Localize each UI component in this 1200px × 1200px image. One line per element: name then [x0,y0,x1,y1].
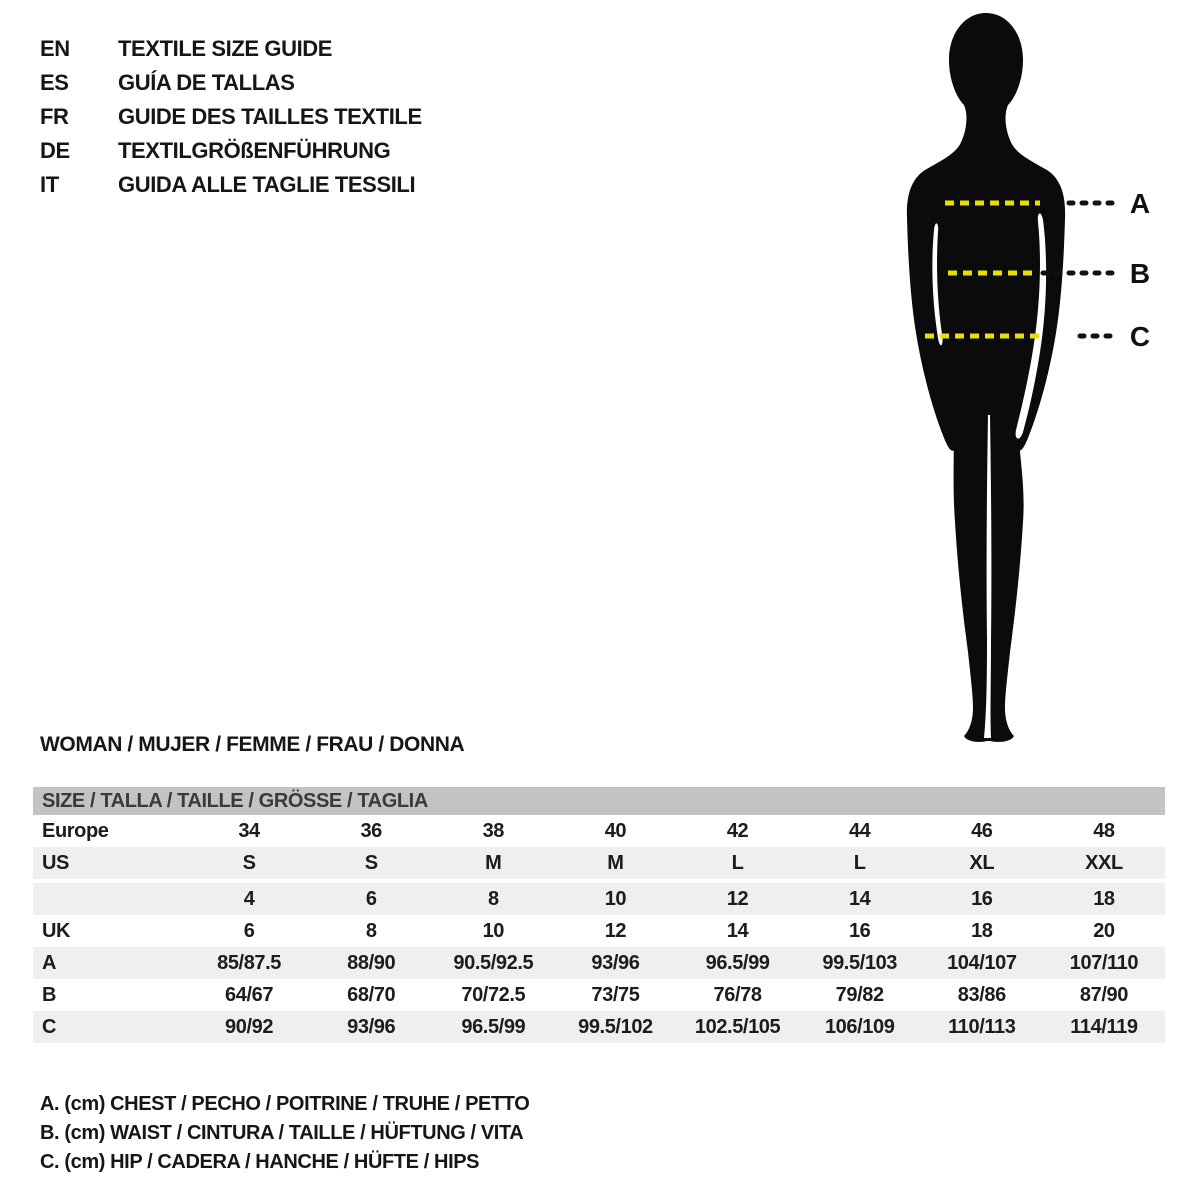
language-code: FR [40,104,69,129]
size-cell: 99.5/102 [578,1015,653,1038]
row-label: UK [42,919,71,942]
size-cell: S [364,851,378,874]
size-cell: 83/86 [957,983,1006,1006]
size-cell: 12 [604,919,627,942]
table-row [33,881,1165,915]
size-cell: 110/113 [948,1015,1016,1038]
marker-label-hip: C [1129,321,1151,352]
size-cell: 10 [482,919,505,942]
size-cell: 85/87.5 [217,951,282,974]
language-row-de [40,134,422,168]
size-cell: 4 [188,881,310,915]
size-cell: 106/109 [824,1015,895,1038]
size-cell: 16 [848,919,871,942]
size-cell: 48 [1093,819,1115,842]
size-cell: 90.5/92.5 [453,951,534,974]
section-title-woman: WOMAN / MUJER / FEMME / FRAU / DONNA [40,733,465,756]
table-row [33,1011,1165,1043]
size-cell: 36 [360,819,382,842]
size-cell: 6 [243,919,255,942]
size-cell: 88/90 [347,951,396,974]
size-cell: 6 [310,881,432,915]
guide-title: GUIDE DES TAILLES TEXTILE [118,104,422,129]
size-cell: 73/75 [591,983,640,1006]
row-label: C [42,1015,57,1038]
size-cell: 42 [726,819,749,842]
language-code: ES [40,70,69,95]
size-cell: 107/110 [1069,951,1139,974]
size-cell: 76/78 [713,983,762,1006]
measurement-legend [40,1090,529,1177]
size-cell: M [607,851,624,874]
size-cell: L [731,851,744,874]
size-cell: 102.5/105 [694,1015,781,1038]
size-table-body [33,815,1165,1043]
language-row-es [40,66,422,100]
size-cell: 90/92 [225,1015,274,1038]
table-row [33,847,1165,881]
size-table [33,787,1165,1043]
language-title-list [40,32,422,202]
language-row-fr [40,100,422,134]
size-cell: 99.5/103 [822,951,898,974]
size-cell: 38 [482,819,505,842]
language-row-it [40,168,422,202]
size-cell: 46 [971,819,993,842]
size-cell: 8 [432,881,554,915]
size-cell: 68/70 [347,983,396,1006]
size-cell: L [853,851,866,874]
size-cell: 93/96 [591,951,640,974]
row-label: A [42,951,57,974]
marker-label-chest: A [1129,188,1151,219]
size-cell: M [485,851,502,874]
table-row [33,815,1165,847]
language-code: IT [40,172,59,197]
row-label: Europe [42,819,109,842]
size-cell: 44 [848,819,871,842]
row-label: US [42,851,69,874]
size-cell: 104/107 [947,951,1017,974]
size-cell: 14 [726,919,749,942]
row-label: B [42,983,57,1006]
row-label [33,881,188,915]
legend-line-waist: B. (cm) WAIST / CINTURA / TAILLE / HÜFTUNG / VITA [40,1122,524,1144]
table-row [33,979,1165,1011]
size-cell: 70/72.5 [461,983,526,1006]
guide-title: GUIDA ALLE TAGLIE TESSILI [118,172,416,197]
size-cell: 79/82 [835,983,884,1006]
size-cell: S [242,851,256,874]
size-cell: 18 [1043,881,1165,915]
size-cell: 34 [238,819,260,842]
size-cell: 16 [921,881,1043,915]
size-cell: 12 [677,881,799,915]
language-row-en [40,32,422,66]
guide-title: TEXTILGRÖßENFÜHRUNG [118,138,391,163]
woman-silhouette [907,13,1065,742]
size-cell: 96.5/99 [461,1015,526,1038]
size-cell: 20 [1093,919,1115,942]
size-cell: 114/119 [1070,1015,1138,1038]
size-cell: 40 [604,819,627,842]
size-cell: 96.5/99 [705,951,770,974]
size-cell: 10 [554,881,676,915]
size-cell: 64/67 [225,983,274,1006]
woman-silhouette-figure [860,0,1200,760]
size-cell: 87/90 [1079,983,1128,1006]
guide-title: GUÍA DE TALLAS [118,70,295,95]
size-cell: 14 [799,881,921,915]
size-cell: 18 [971,919,993,942]
guide-title: TEXTILE SIZE GUIDE [118,36,333,61]
language-code: EN [40,36,70,61]
legend-line-chest: A. (cm) CHEST / PECHO / POITRINE / TRUHE / PETTO [40,1093,530,1115]
size-cell: XXL [1085,851,1123,874]
table-row [33,947,1165,979]
language-code: DE [40,138,70,163]
size-table-header: SIZE / TALLA / TAILLE / GRÖSSE / TAGLIA [33,787,1165,815]
legend-line-hip: C. (cm) HIP / CADERA / HANCHE / HÜFTE / HIPS [40,1151,480,1173]
size-cell: 93/96 [347,1015,396,1038]
table-row [33,915,1165,947]
marker-label-waist: B [1129,258,1151,289]
size-cell: XL [969,851,995,874]
size-cell: 8 [365,919,377,942]
